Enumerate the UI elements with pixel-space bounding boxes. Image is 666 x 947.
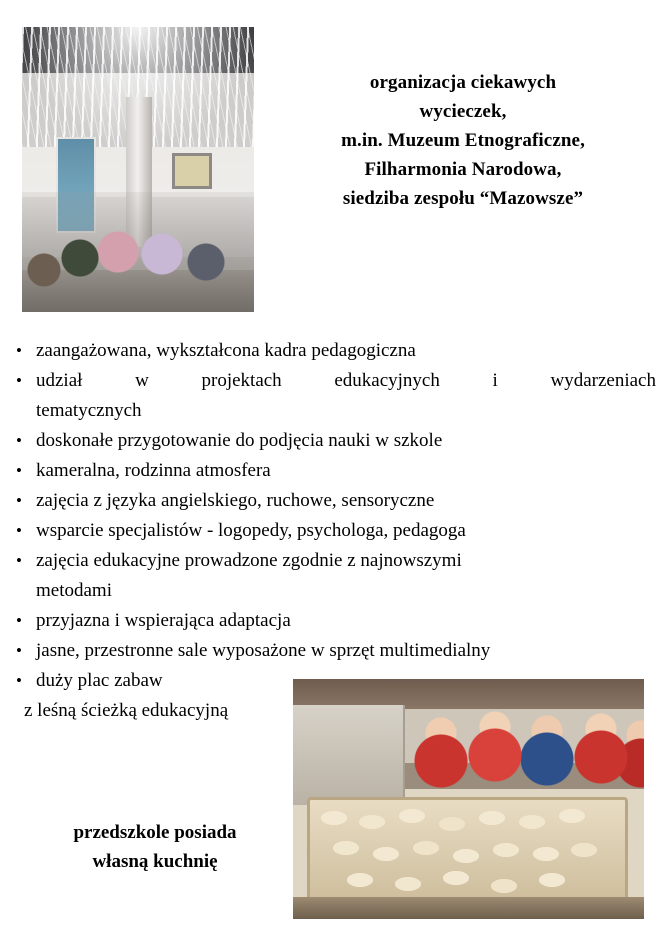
- list-item: [16, 486, 656, 516]
- bullet-icon: •: [16, 461, 22, 480]
- list-item: [16, 426, 656, 456]
- trailing-line: z leśną ścieżką edukacyjną: [24, 700, 229, 721]
- list-item-label: doskonałe przygotowanie do podjęcia nauki w szkole: [36, 430, 443, 451]
- list-item: [16, 456, 656, 486]
- list-item-label: wsparcie specjalistów - logopedy, psychologa, pedagoga: [36, 520, 466, 541]
- list-item-label: udział w projektach edukacyjnych i wydarzeniach: [36, 370, 656, 391]
- kitchen-photo: [293, 679, 644, 919]
- headline-line-5: siedziba zespołu “Mazowsze”: [342, 188, 584, 209]
- bullet-icon: •: [16, 341, 22, 360]
- bullet-icon: •: [16, 371, 22, 390]
- list-item: [16, 606, 656, 636]
- bullet-icon: •: [16, 491, 22, 510]
- kitchen-children-group: [413, 713, 644, 805]
- museum-picture-frame: [172, 153, 212, 189]
- bullet-icon: •: [16, 641, 22, 660]
- bullet-icon: •: [16, 431, 22, 450]
- dumplings-tray: [307, 797, 628, 907]
- list-item-label: kameralna, rodzinna atmosfera: [36, 460, 271, 481]
- list-item-label: przyjazna i wspierająca adaptacja: [36, 610, 291, 631]
- list-item: [16, 546, 656, 606]
- kitchen-caption-line-2: własną kuchnię: [92, 851, 218, 872]
- list-item: [16, 336, 656, 366]
- bullet-icon: •: [16, 551, 22, 570]
- bullet-icon: •: [16, 671, 22, 690]
- list-item-continuation: metodami: [36, 580, 112, 601]
- museum-children-group: [22, 192, 254, 312]
- list-item: [16, 366, 656, 426]
- list-item-label: zajęcia z języka angielskiego, ruchowe, sensoryczne: [36, 490, 435, 511]
- headline-line-1: organizacja ciekawych: [369, 72, 557, 93]
- kitchen-illustration: [293, 679, 644, 919]
- kitchen-caption-line-1: przedszkole posiada: [73, 822, 237, 843]
- bullet-icon: •: [16, 611, 22, 630]
- list-item: [16, 636, 656, 666]
- headline-line-2: wycieczek,: [419, 101, 507, 122]
- headline-line-4: Filharmonia Narodowa,: [364, 159, 562, 180]
- museum-room-illustration: [22, 27, 254, 312]
- kitchen-cabinet: [293, 705, 405, 805]
- list-item-label: zajęcia edukacyjne prowadzone zgodnie z najnowszymi: [36, 550, 462, 571]
- list-item-continuation: tematycznych: [36, 400, 142, 421]
- features-bullet-list: [16, 336, 656, 726]
- list-item-label: jasne, przestronne sale wyposażone w sprzęt multimedialny: [36, 640, 491, 661]
- list-item-label: zaangażowana, wykształcona kadra pedagogiczna: [36, 340, 416, 361]
- list-item-label: duży plac zabaw: [36, 670, 163, 691]
- bullet-icon: •: [16, 521, 22, 540]
- headline-line-3: m.in. Muzeum Etnograficzne,: [341, 130, 585, 151]
- kitchen-counter: [293, 897, 644, 919]
- kitchen-caption-block: [30, 818, 280, 876]
- museum-trip-photo: [22, 27, 254, 312]
- top-section: [0, 0, 666, 330]
- headline-block: [268, 68, 658, 213]
- list-item: [16, 516, 656, 546]
